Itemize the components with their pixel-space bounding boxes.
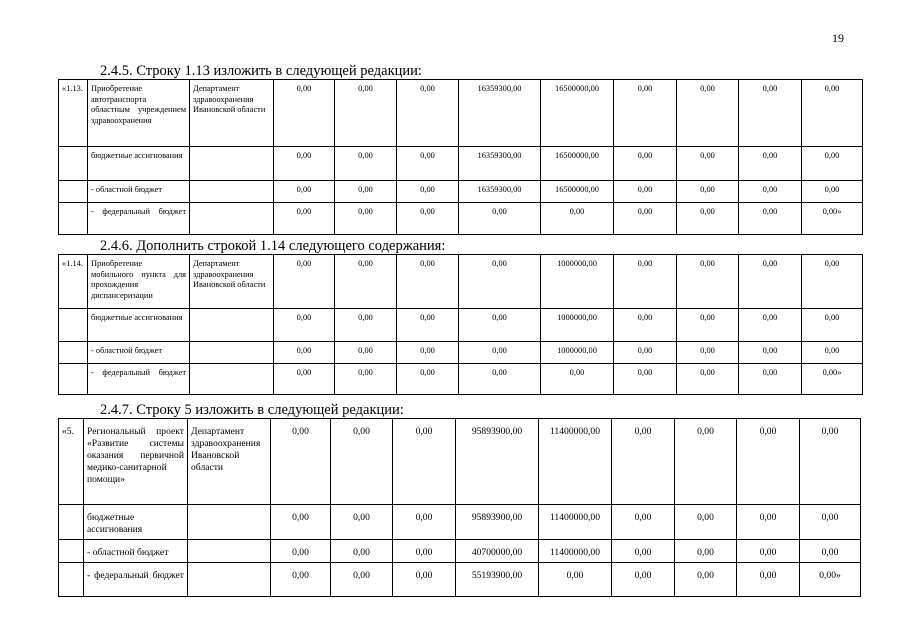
amount-cell: 0,00 xyxy=(739,309,802,342)
amount-cell: 0,00 xyxy=(614,309,677,342)
amount-cell: 0,00 xyxy=(675,540,737,563)
amount-cell: 0,00 xyxy=(393,419,456,505)
amount-cell: 0,00 xyxy=(614,147,677,181)
amount-cell: 1000000,00 xyxy=(541,255,614,309)
amount-cell: 0,00 xyxy=(737,563,800,597)
amount-cell: 0,00 xyxy=(739,342,802,364)
amount-cell: 0,00 xyxy=(274,364,335,395)
budget-table xyxy=(58,418,861,597)
amount-cell: 0,00 xyxy=(739,364,802,395)
department-cell xyxy=(190,181,274,203)
amount-cell: 0,00 xyxy=(335,181,397,203)
amount-cell: 95893900,00 xyxy=(456,505,539,540)
amount-cell: 0,00 xyxy=(612,540,675,563)
amount-cell: 0,00 xyxy=(675,419,737,505)
amount-cell: 0,00 xyxy=(459,309,541,342)
amount-cell: 0,00 xyxy=(614,255,677,309)
row-name-cell: - областной бюджет xyxy=(88,342,190,364)
row-name-cell: Региональный проект «Развитие системы оказания первичной медико-санитарной помощи» xyxy=(84,419,188,505)
amount-cell: 0,00 xyxy=(331,419,393,505)
amount-cell: 0,00 xyxy=(677,147,739,181)
amount-cell: 0,00 xyxy=(802,309,863,342)
row-code-cell: «5. xyxy=(59,419,84,505)
department-cell: Департамент здравоохранения Ивановской области xyxy=(188,419,271,505)
amount-cell: 0,00 xyxy=(335,309,397,342)
amount-cell: 0,00 xyxy=(274,181,335,203)
amount-cell: 16359300,00 xyxy=(459,181,541,203)
amount-cell: 0,00 xyxy=(397,80,459,147)
table-row xyxy=(59,181,863,203)
amount-cell: 0,00 xyxy=(335,203,397,235)
amount-cell: 0,00 xyxy=(274,255,335,309)
table-row xyxy=(59,419,861,505)
amount-cell: 0,00 xyxy=(393,563,456,597)
amount-cell: 0,00 xyxy=(274,80,335,147)
amount-cell: 0,00 xyxy=(397,255,459,309)
row-name-cell: бюджетные ассигнования xyxy=(84,505,188,540)
amount-cell: 0,00 xyxy=(459,203,541,235)
amount-cell: 16359300,00 xyxy=(459,147,541,181)
amount-cell: 0,00 xyxy=(274,342,335,364)
amount-cell: 0,00 xyxy=(271,540,331,563)
row-name-cell: - федеральный бюджет xyxy=(88,364,190,395)
row-name-cell: - областной бюджет xyxy=(88,181,190,203)
amount-cell: 0,00 xyxy=(541,364,614,395)
amount-cell: 0,00» xyxy=(800,563,861,597)
section-heading: 2.4.7. Строку 5 изложить в следующей редакции: xyxy=(100,402,404,418)
amount-cell: 0,00 xyxy=(739,80,802,147)
amount-cell: 0,00 xyxy=(675,563,737,597)
amount-cell: 0,00 xyxy=(274,309,335,342)
amount-cell: 0,00 xyxy=(802,147,863,181)
row-code-cell xyxy=(59,540,84,563)
amount-cell: 0,00 xyxy=(459,342,541,364)
amount-cell: 0,00 xyxy=(271,419,331,505)
department-cell xyxy=(190,364,274,395)
amount-cell: 0,00 xyxy=(397,364,459,395)
amount-cell: 0,00 xyxy=(274,147,335,181)
amount-cell: 1000000,00 xyxy=(541,309,614,342)
amount-cell: 0,00 xyxy=(612,419,675,505)
department-cell xyxy=(188,540,271,563)
amount-cell: 0,00 xyxy=(397,203,459,235)
row-name-cell: - федеральный бюджет xyxy=(88,203,190,235)
amount-cell: 0,00 xyxy=(393,540,456,563)
table-row xyxy=(59,364,863,395)
table-row xyxy=(59,203,863,235)
amount-cell: 0,00 xyxy=(397,181,459,203)
amount-cell: 0,00 xyxy=(459,364,541,395)
section-heading: 2.4.5. Строку 1.13 изложить в следующей редакции: xyxy=(100,63,422,79)
amount-cell: 0,00 xyxy=(335,364,397,395)
department-cell xyxy=(190,147,274,181)
row-code-cell xyxy=(59,309,88,342)
row-code-cell xyxy=(59,563,84,597)
budget-table xyxy=(58,79,863,235)
amount-cell: 11400000,00 xyxy=(539,505,612,540)
amount-cell: 0,00 xyxy=(397,342,459,364)
amount-cell: 0,00 xyxy=(539,563,612,597)
amount-cell: 0,00 xyxy=(614,203,677,235)
amount-cell: 0,00 xyxy=(614,181,677,203)
amount-cell: 0,00 xyxy=(739,147,802,181)
row-name-cell: - федеральный бюджет xyxy=(84,563,188,597)
amount-cell: 0,00 xyxy=(802,80,863,147)
amount-cell: 0,00 xyxy=(274,203,335,235)
amount-cell: 0,00 xyxy=(614,364,677,395)
table-row xyxy=(59,309,863,342)
amount-cell: 0,00 xyxy=(397,309,459,342)
amount-cell: 55193900,00 xyxy=(456,563,539,597)
page-number: 19 xyxy=(832,31,844,45)
amount-cell: 0,00 xyxy=(335,342,397,364)
amount-cell: 0,00 xyxy=(335,255,397,309)
amount-cell: 0,00 xyxy=(335,147,397,181)
amount-cell: 0,00 xyxy=(677,364,739,395)
amount-cell: 0,00 xyxy=(677,309,739,342)
department-cell xyxy=(190,342,274,364)
table-row xyxy=(59,563,861,597)
amount-cell: 0,00 xyxy=(335,80,397,147)
row-name-cell: бюджетные ассигнования xyxy=(88,309,190,342)
amount-cell: 1000000,00 xyxy=(541,342,614,364)
amount-cell: 0,00 xyxy=(737,540,800,563)
row-name-cell: Приобретение автотранспорта областным учреждением здравоохранения xyxy=(88,80,190,147)
amount-cell: 0,00 xyxy=(800,540,861,563)
amount-cell: 0,00 xyxy=(331,505,393,540)
amount-cell: 0,00 xyxy=(677,255,739,309)
table-row xyxy=(59,505,861,540)
amount-cell: 0,00 xyxy=(739,181,802,203)
amount-cell: 11400000,00 xyxy=(539,540,612,563)
amount-cell: 0,00 xyxy=(331,563,393,597)
amount-cell: 0,00 xyxy=(800,419,861,505)
amount-cell: 0,00 xyxy=(331,540,393,563)
amount-cell: 0,00» xyxy=(802,203,863,235)
amount-cell: 0,00 xyxy=(800,505,861,540)
department-cell xyxy=(188,563,271,597)
department-cell: Департамент здравоохранения Ивановской области xyxy=(190,255,274,309)
table-row xyxy=(59,255,863,309)
amount-cell: 0,00 xyxy=(614,80,677,147)
amount-cell: 0,00 xyxy=(459,255,541,309)
amount-cell: 0,00 xyxy=(677,203,739,235)
amount-cell: 0,00 xyxy=(271,505,331,540)
amount-cell: 16359300,00 xyxy=(459,80,541,147)
amount-cell: 16500000,00 xyxy=(541,181,614,203)
amount-cell: 0,00 xyxy=(739,203,802,235)
row-code-cell xyxy=(59,364,88,395)
row-code-cell: «1.14. xyxy=(59,255,88,309)
row-name-cell: Приобретение мобильного пункта для прохождения диспансеризации xyxy=(88,255,190,309)
amount-cell: 0,00 xyxy=(802,181,863,203)
department-cell xyxy=(190,203,274,235)
amount-cell: 16500000,00 xyxy=(541,147,614,181)
amount-cell: 0,00 xyxy=(541,203,614,235)
amount-cell: 11400000,00 xyxy=(539,419,612,505)
amount-cell: 0,00 xyxy=(271,563,331,597)
row-code-cell xyxy=(59,181,88,203)
amount-cell: 0,00 xyxy=(802,255,863,309)
amount-cell: 0,00 xyxy=(677,342,739,364)
amount-cell: 0,00 xyxy=(614,342,677,364)
amount-cell: 0,00 xyxy=(737,419,800,505)
row-code-cell xyxy=(59,505,84,540)
amount-cell: 0,00 xyxy=(739,255,802,309)
amount-cell: 0,00 xyxy=(612,563,675,597)
table-row xyxy=(59,540,861,563)
table-row xyxy=(59,147,863,181)
department-cell: Департамент здравоохранения Ивановской области xyxy=(190,80,274,147)
department-cell xyxy=(188,505,271,540)
amount-cell: 0,00 xyxy=(737,505,800,540)
row-code-cell: «1.13. xyxy=(59,80,88,147)
row-code-cell xyxy=(59,342,88,364)
amount-cell: 0,00» xyxy=(802,364,863,395)
amount-cell: 0,00 xyxy=(393,505,456,540)
row-name-cell: - областной бюджет xyxy=(84,540,188,563)
row-name-cell: бюджетные ассигнования xyxy=(88,147,190,181)
amount-cell: 40700000,00 xyxy=(456,540,539,563)
amount-cell: 0,00 xyxy=(675,505,737,540)
amount-cell: 0,00 xyxy=(677,80,739,147)
amount-cell: 0,00 xyxy=(612,505,675,540)
table-row xyxy=(59,80,863,147)
department-cell xyxy=(190,309,274,342)
section-heading: 2.4.6. Дополнить строкой 1.14 следующего содержания: xyxy=(100,238,446,254)
row-code-cell xyxy=(59,203,88,235)
row-code-cell xyxy=(59,147,88,181)
amount-cell: 0,00 xyxy=(802,342,863,364)
table-row xyxy=(59,342,863,364)
amount-cell: 0,00 xyxy=(397,147,459,181)
budget-table xyxy=(58,254,863,395)
amount-cell: 95893900,00 xyxy=(456,419,539,505)
amount-cell: 0,00 xyxy=(677,181,739,203)
amount-cell: 16500000,00 xyxy=(541,80,614,147)
